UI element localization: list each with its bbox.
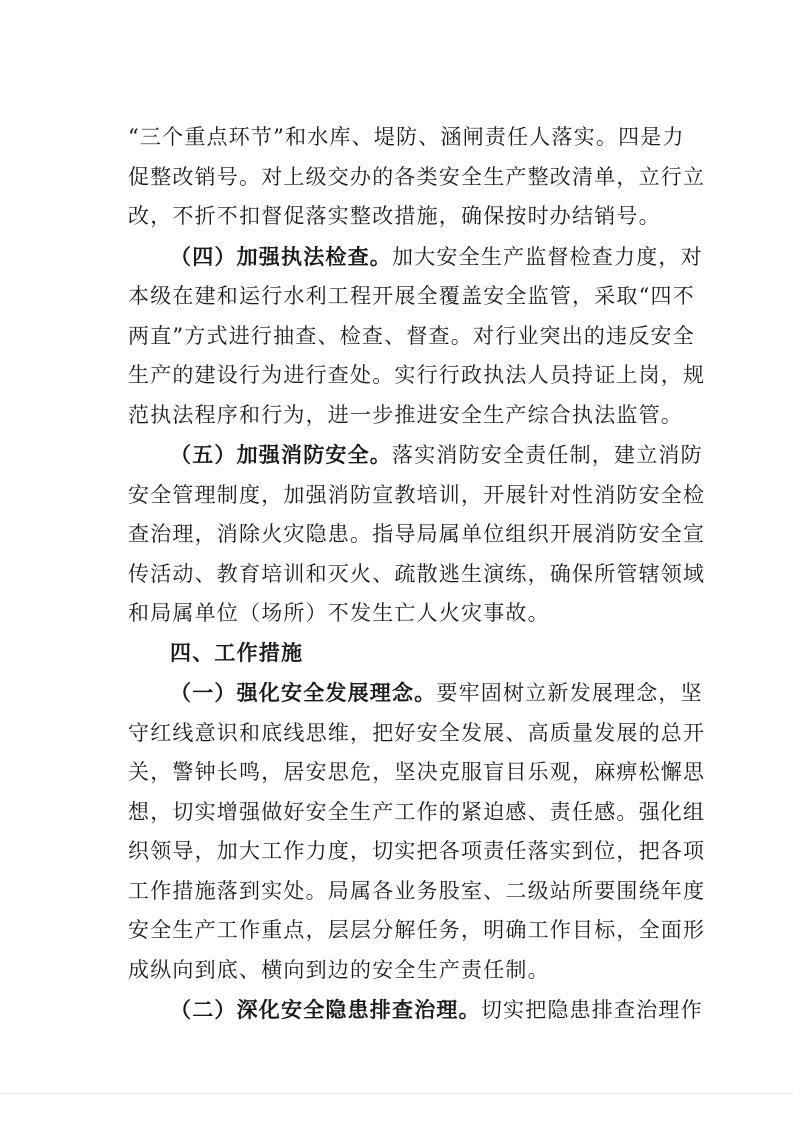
text-run: 落实消防安全责任制，建立消防 bbox=[392, 443, 703, 467]
paragraph-first-line bbox=[128, 990, 703, 1031]
text-run: 要牢固树立新发展理念，坚 bbox=[436, 681, 703, 705]
text-line: 本级在建和运行水利工程开展全覆盖安全监管，采取“四不 bbox=[128, 284, 695, 308]
text-line: 两直”方式进行抽查、检查、督查。对行业突出的违反安全 bbox=[128, 323, 695, 348]
text-line: 范执法程序和行为，进一步推进安全生产综合执法监管。 bbox=[128, 402, 683, 427]
text-line: 生产的建设行为进行查处。实行行政执法人员持证上岗，规 bbox=[128, 363, 706, 387]
text-run: 切实把隐患排查治理作 bbox=[480, 998, 703, 1022]
text-line: 守红线意识和底线思维，把好安全发展、高质量发展的总开 bbox=[128, 720, 706, 745]
text-line: 工作措施落到实处。局属各业务股室、二级站所要围绕年度 bbox=[128, 878, 706, 903]
paragraph-heading: （二）深化安全隐患排查治理。 bbox=[170, 997, 481, 1022]
text-line: 改，不折不扣督促落实整改措施，确保按时办结销号。 bbox=[128, 204, 661, 228]
text-line: 安全管理制度，加强消防宣教培训，开展针对性消防安全检 bbox=[128, 482, 706, 507]
text-line: 和局属单位（场所）不发生亡人火灾事故。 bbox=[128, 601, 550, 625]
paragraph-continuation bbox=[128, 118, 706, 237]
paragraph-fire-safety bbox=[128, 435, 706, 634]
paragraph-first-line bbox=[128, 237, 703, 278]
section-heading: 四、工作措施 bbox=[170, 640, 304, 665]
paragraph-enforcement bbox=[128, 237, 706, 436]
text-line: 织领导，加大工作力度，切实把各项责任落实到位，把各项 bbox=[128, 839, 706, 863]
text-line: 传活动、教育培训和灭火、疏散逃生演练，确保所管辖领域 bbox=[128, 561, 706, 586]
text-line: 安全生产工作重点，层层分解任务，明确工作目标，全面形 bbox=[128, 918, 706, 942]
paragraph-safety-concept bbox=[128, 673, 706, 990]
text-line: 查治理，消除火灾隐患。指导局属单位组织开展消防安全宣 bbox=[128, 522, 706, 546]
paragraph-first-line bbox=[128, 435, 703, 476]
text-line: 想，切实增强做好安全生产工作的紧迫感、责任感。强化组 bbox=[128, 799, 706, 824]
paragraph-heading: （一）强化安全发展理念。 bbox=[170, 680, 437, 705]
text-line: 关，警钟长鸣，居安思危，坚决克服盲目乐观，麻痹松懈思 bbox=[128, 760, 706, 784]
paragraph-heading: （四）加强执法检查。 bbox=[170, 243, 392, 269]
text-line: “三个重点环节”和水库、堤防、涵闸责任人落实。四是力 bbox=[128, 125, 685, 149]
paragraph-first-line bbox=[128, 673, 703, 714]
text-line: 促整改销号。对上级交办的各类安全生产整改清单，立行立 bbox=[128, 164, 706, 189]
paragraph-heading: （五）加强消防安全。 bbox=[170, 442, 392, 467]
page-edge-line bbox=[0, 1093, 793, 1094]
text-line: 成纵向到底、横向到边的安全生产责任制。 bbox=[128, 957, 550, 982]
text-run: 加大安全生产监督检查力度，对 bbox=[392, 244, 703, 269]
paragraph-hazard-inspection bbox=[128, 990, 703, 1031]
